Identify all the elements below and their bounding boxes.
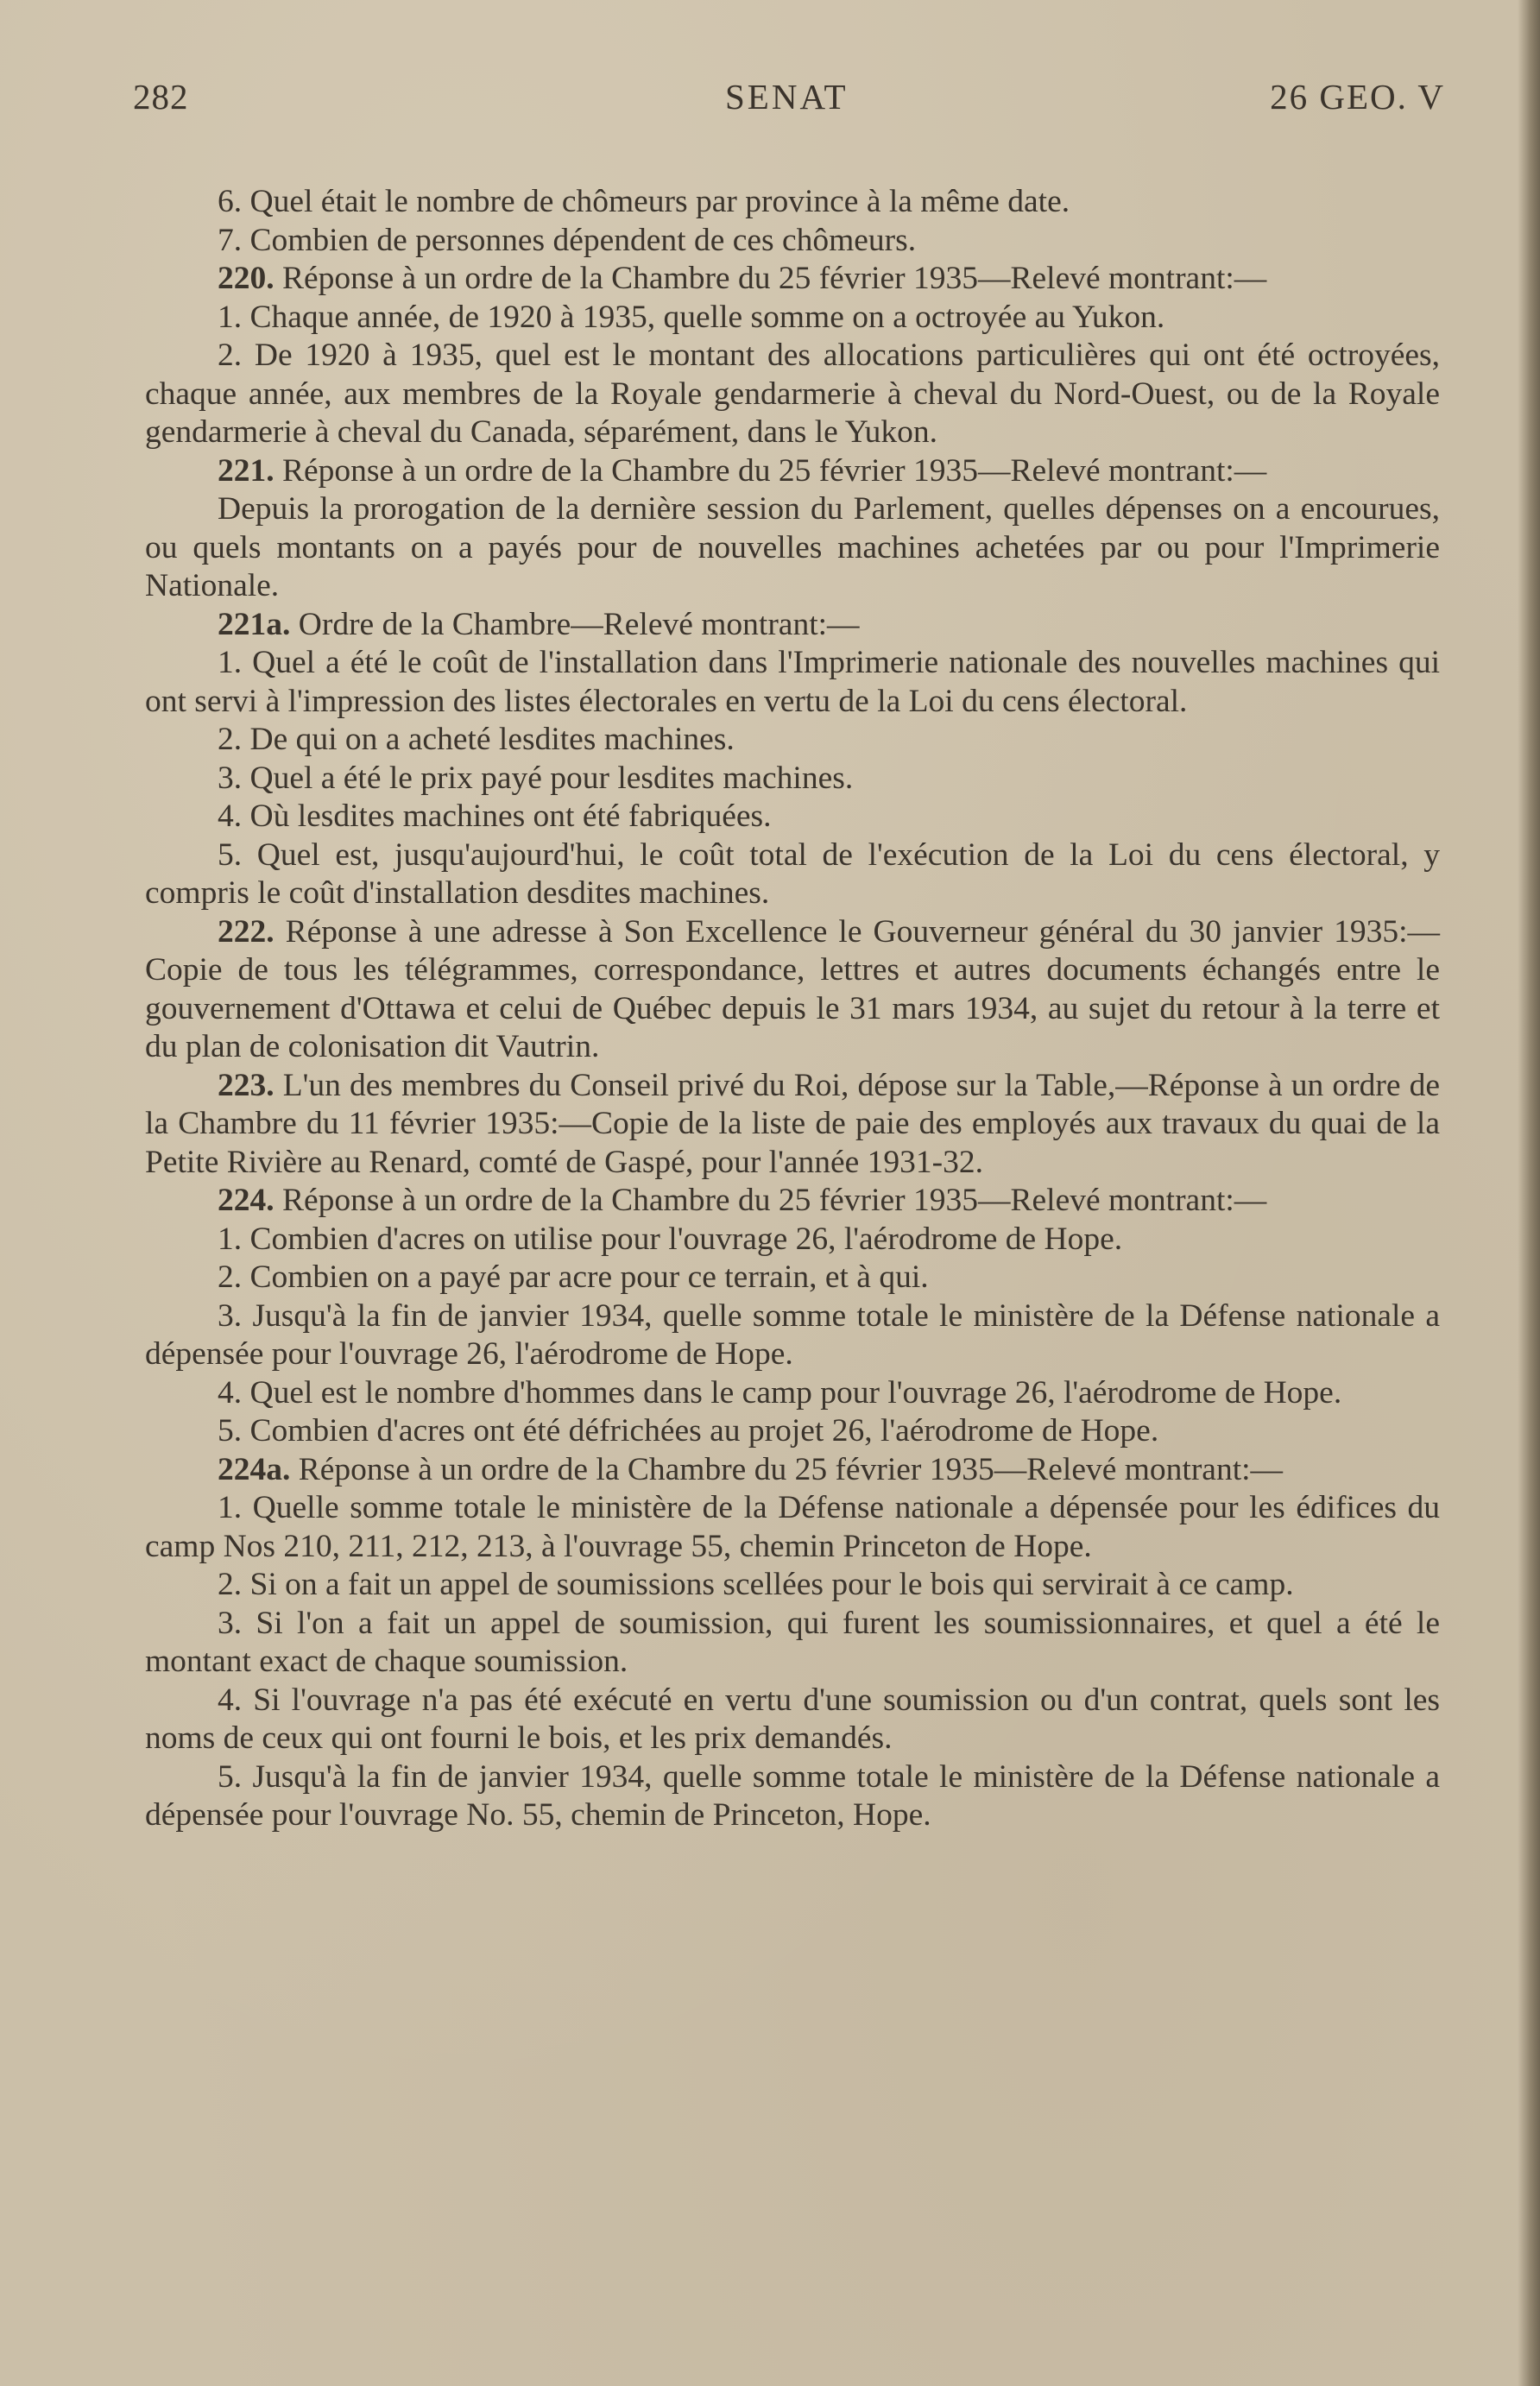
entry-paragraph: 224a. Réponse à un ordre de la Chambre du 25 février 1935—Relevé montrant:—: [218, 1451, 1284, 1487]
session-reference: 26 GEO. V: [1270, 77, 1445, 117]
entry-number: 221.: [218, 452, 275, 489]
running-title: SENAT: [725, 77, 849, 117]
paragraph: 1. Quel a été le coût de l'installation dans l'Imprimerie nationale des nouvelles machines qui ont servi à l'impression des listes électorales en vertu de la Loi du cens électoral.: [145, 645, 1440, 719]
entry-paragraph: 221a. Ordre de la Chambre—Relevé montrant:—: [218, 606, 860, 642]
page-spine-shadow: [1518, 0, 1540, 2386]
entry-paragraph: 224. Réponse à un ordre de la Chambre du 25 février 1935—Relevé montrant:—: [218, 1183, 1267, 1218]
paragraph: 1. Chaque année, de 1920 à 1935, quelle somme on a octroyée au Yukon.: [218, 299, 1165, 335]
entry-number: 220.: [218, 261, 275, 296]
entry-number: 223.: [218, 1067, 275, 1103]
entry-paragraph: 222. Réponse à une adresse à Son Excellence le Gouverneur général du 30 janvier 1935:—Copie de tous les télégrammes, correspondance, lettres et autres documents échangés entre le gouvernement d'Ottawa et celui de Québec depuis le 31 mars 1934, au sujet du retour à la terre et du plan de colonisation dit Vautrin.: [145, 913, 1440, 1064]
entry-number: 221a.: [218, 606, 291, 642]
paragraph: 6. Quel était le nombre de chômeurs par province à la même date.: [218, 184, 1070, 219]
body-text: [145, 183, 1440, 1835]
page-number: 282: [133, 77, 189, 117]
paragraph: 2. Si on a fait un appel de soumissions scellées pour le bois qui servirait à ce camp.: [218, 1567, 1294, 1602]
paragraph: 1. Quelle somme totale le ministère de la Défense nationale a dépensée pour les édifices du camp Nos 210, 211, 212, 213, à l'ouvrage 55, chemin Princeton de Hope.: [145, 1490, 1440, 1564]
entry-number: 222.: [218, 913, 275, 950]
paragraph: 5. Jusqu'à la fin de janvier 1934, quelle somme totale le ministère de la Défense nationale a dépensée pour l'ouvrage No. 55, chemin de Princeton, Hope.: [145, 1758, 1440, 1833]
entry-number: 224a.: [218, 1451, 291, 1487]
paragraph: 5. Quel est, jusqu'aujourd'hui, le coût total de l'exécution de la Loi du cens électoral, y compris le coût d'installation desdites machines.: [145, 836, 1440, 911]
paragraph: 7. Combien de personnes dépendent de ces chômeurs.: [218, 222, 917, 258]
entry-number: 224.: [218, 1183, 275, 1218]
entry-paragraph: 221. Réponse à un ordre de la Chambre du 25 février 1935—Relevé montrant:—: [218, 452, 1267, 489]
paragraph: 4. Où lesdites machines ont été fabriquées.: [218, 798, 772, 834]
paragraph: 5. Combien d'acres ont été défrichées au projet 26, l'aérodrome de Hope.: [218, 1413, 1159, 1449]
entry-paragraph: 223. L'un des membres du Conseil privé du Roi, dépose sur la Table,—Réponse à un ordre de la Chambre du 11 février 1935:—Copie de la liste de paie des employés aux travaux du quai de la Petite Rivière au Renard, comté de Gaspé, pour l'année 1931-32.: [145, 1067, 1440, 1180]
paragraph: 2. De 1920 à 1935, quel est le montant des allocations particulières qui ont été octroyées, chaque année, aux membres de la Royale gendarmerie à cheval du Nord-Ouest, ou de la Royale gendarmerie à cheval du Canada, séparément, dans le Yukon.: [145, 338, 1440, 450]
paragraph: 3. Si l'on a fait un appel de soumission, qui furent les soumissionnaires, et quel a été le montant exact de chaque soumission.: [145, 1605, 1440, 1679]
paragraph: 2. De qui on a acheté lesdites machines.: [218, 722, 735, 757]
paragraph: 2. Combien on a payé par acre pour ce terrain, et à qui.: [218, 1259, 929, 1295]
paragraph: Depuis la prorogation de la dernière session du Parlement, quelles dépenses on a encourues, ou quels montants on a payés pour de nouvelles machines achetées par ou pour l'Imprimerie Nationale.: [145, 491, 1440, 603]
paragraph: 4. Si l'ouvrage n'a pas été exécuté en vertu d'une soumission ou d'un contrat, quels sont les noms de ceux qui ont fourni le bois, et les prix demandés.: [145, 1682, 1440, 1756]
paragraph: 3. Jusqu'à la fin de janvier 1934, quelle somme totale le ministère de la Défense nationale a dépensée pour l'ouvrage 26, l'aérodrome de Hope.: [145, 1297, 1440, 1372]
page-header: [133, 76, 1445, 128]
paragraph: 4. Quel est le nombre d'hommes dans le camp pour l'ouvrage 26, l'aérodrome de Hope.: [218, 1374, 1342, 1411]
paragraph: 3. Quel a été le prix payé pour lesdites machines.: [218, 760, 854, 796]
entry-paragraph: 220. Réponse à un ordre de la Chambre du 25 février 1935—Relevé montrant:—: [218, 261, 1267, 296]
paragraph: 1. Combien d'acres on utilise pour l'ouvrage 26, l'aérodrome de Hope.: [218, 1221, 1123, 1257]
